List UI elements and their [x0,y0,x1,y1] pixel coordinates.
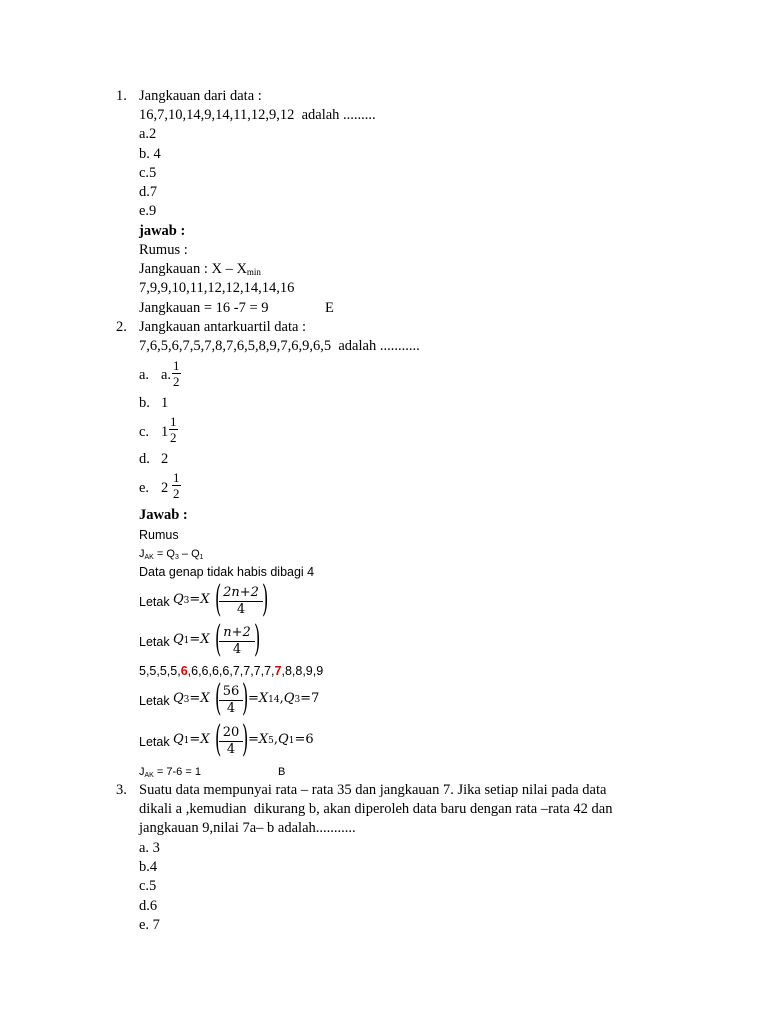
question-data: 16,7,10,14,9,14,11,12,9,12 adalah ......... [139,107,376,123]
q3-formula-fraction: 2n+2 4 [219,585,263,618]
question-text: Jangkauan antarkuartil data : [139,319,307,335]
option-c-letter: c. [139,424,150,440]
option-e: e.9 [139,203,157,219]
option-d-value: 2 [161,451,169,467]
option-a-letter: a. [139,367,150,383]
option-d: d.6 [139,898,158,914]
sorted-data: 5,5,5,5,6,6,6,6,6,7,7,7,7,7,8,8,9,9 [139,664,324,678]
option-b: b.4 [139,859,158,875]
answer-label: jawab : [139,223,186,239]
option-b-value: 1 [161,395,169,411]
note: Data genap tidak habis dibagi 4 [139,565,315,579]
q3-symbol: Q3=X [173,691,210,706]
option-b-letter: b. [139,395,150,411]
letak-label: Letak [139,694,170,708]
option-e-whole: 2 [161,480,169,496]
option-d: d.7 [139,184,158,200]
q3-symbol: Q3=X [173,592,210,607]
jak-formula: $J_{AK} = Q_3 - Q_1$ [139,548,204,561]
left-paren: ( [215,579,222,620]
option-e: e. 7 [139,917,160,933]
option-a-fraction: $\frac{1}{2}$ [173,358,180,389]
option-e-fraction: $\frac{1}{2}$ [173,470,180,501]
q1-symbol: Q1=X [173,732,210,747]
rumus-label: Rumus : [139,242,188,258]
question-number: 3. [116,782,127,798]
result: Jangkauan = 16 -7 = 9 [139,300,269,316]
left-paren: ( [215,678,222,719]
formula: Jangkauan : X – $X_{min}$ [139,261,261,277]
left-paren: ( [215,619,222,660]
right-paren: ) [254,619,261,660]
letak-label: Letak [139,595,170,609]
option-b: b. 4 [139,146,161,162]
option-c: c.5 [139,878,157,894]
option-c: c.5 [139,165,157,181]
answer-label: Jawab : [139,507,188,523]
option-a: a. 3 [139,840,160,856]
option-c-fraction: $\frac{1}{2}$ [170,414,177,445]
option-a-prefix: a. [161,367,172,383]
right-paren: ) [242,678,249,719]
q1-symbol: Q1=X [173,632,210,647]
right-paren: ) [262,579,269,620]
question-number: 1. [116,88,127,104]
answer-key: E [325,300,334,316]
question-line-2: dikali a ,kemudian dikurang b, akan diperoleh data baru dengan rata –rata 42 dan [139,801,613,817]
question-data: 7,6,5,6,7,5,7,8,7,6,5,8,9,7,6,9,6,5 adalah ........... [139,338,420,354]
q3-result: =X14,Q3=7 [248,691,320,706]
letak-label: Letak [139,635,170,649]
option-d-letter: d. [139,451,150,467]
q1-calc-fraction: 20 4 [219,725,243,758]
question-line-1: Suatu data mempunyai rata – rata 35 dan jangkauan 7. Jika setiap nilai pada data [139,782,607,798]
question-text: Jangkauan dari data : [139,88,262,104]
option-a: a.2 [139,126,157,142]
letak-label: Letak [139,735,170,749]
answer-key: B [278,766,286,778]
option-c-whole: 1 [161,424,169,440]
question-number: 2. [116,319,127,335]
jak-result: $J_{AK} = 7-6 = 1$ [139,766,201,779]
right-paren: ) [242,719,249,760]
q3-calc-fraction: 56 4 [219,684,243,717]
left-paren: ( [215,719,222,760]
q1-formula-fraction: n+2 4 [219,625,255,658]
rumus-label: Rumus [139,528,179,542]
question-line-3: jangkauan 9,nilai 7a– b adalah........... [139,820,356,836]
q1-result: =X5,Q1=6 [248,732,314,747]
option-e-letter: e. [139,480,150,496]
sorted-data: 7,9,9,10,11,12,12,14,14,16 [139,280,295,296]
